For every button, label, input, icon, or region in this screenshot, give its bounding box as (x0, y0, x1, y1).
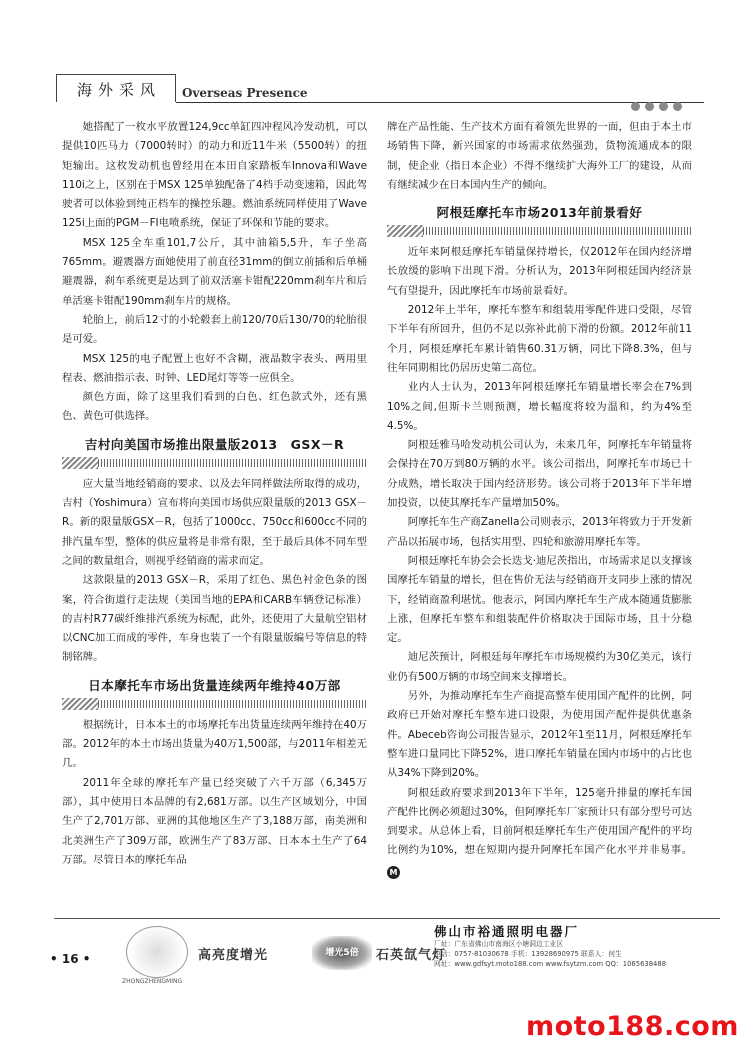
paragraph: 应大量当地经销商的要求、以及去年同样做法所取得的成功，吉村（Yoshimura）宣布将向美国市场供应限量版的2013 GSX－R。新的限量版GSX－R，包括了1000cc、750cc和600cc不同的排汽量车型，整体的供应量将是非常有限，至于最后具体不同车型之间的数量组合，则视乎经销商的需求而定。 (62, 477, 367, 567)
logo-caption: ZHONGZHENGMING (122, 978, 183, 985)
paragraph: 另外，为推动摩托车生产商提高整车使用国产配件的比例，阿政府已开始对摩托车整车进口设限，为使用国产配件提供优惠条件。Abeceb咨询公司报告显示，2012年1至11月，阿根廷摩托车整车进口量同比下降52%，进口摩托车销量在国内市场中的占比也从34%下降到20%。 (387, 690, 692, 780)
paragraph: 颜色方面，除了这里我们看到的白色、红色款式外，还有黑色、黄色可供选择。 (62, 391, 367, 423)
header-rule (176, 102, 704, 103)
footer-advert (30, 918, 720, 988)
footer-rule (54, 918, 720, 919)
paragraph: 她搭配了一枚水平放置124,9cc单缸四冲程风冷发动机，可以提供10匹马力（7000转时）的动力和近11牛米（5500转）的扭矩输出。这枚发动机也曾经用在本田自家踏板车Innova和Wave 110i之上，区别在于MSX 125单独配备了4档手动变速箱，因此驾驶者可以体验到纯正档车的操控乐趣。燃油系统同样使用了Wave 125i上面的PGM－FI电喷系统，保证了环保和节能的要求。 (62, 121, 367, 230)
paragraph: 阿摩托车生产商Zanella公司则表示，2013年将致力于开发新产品以拓展市场，包括实用型、四轮和旅游用摩托车等。 (387, 516, 692, 548)
page-number: • 16 • (50, 952, 91, 966)
ad-badge: 增光5倍 (312, 936, 372, 970)
heading-text: 阿根廷摩托车市场2013年前景看好 (436, 205, 643, 221)
site-watermark: moto188.com (526, 1011, 739, 1042)
company-logo-icon (126, 926, 188, 978)
section-heading (387, 203, 692, 237)
section-heading (62, 676, 367, 710)
heading-text: 吉村向美国市场推出限量版2013 GSX－R (84, 436, 345, 452)
paragraph: 阿根廷摩托车协会会长迭戈·迪尼茨指出，市场需求足以支撑该国摩托车销量的增长，但在售价无法与经销商开支同步上涨的情况下，经销商盈利堪忧。他表示，阿国内摩托车生产成本随通货膨胀上涨，但摩托车整车和组装配件价格取决于国际市场，且十分稳定。 (387, 554, 692, 645)
header-dots (626, 96, 682, 108)
paragraph: 迪尼茨预计，阿根廷每年摩托车市场规模约为30亿美元，该行业仍有500万辆的市场空间来支撑增长。 (387, 651, 692, 683)
paragraph: 根据统计，日本本土的市场摩托车出货量连续两年维持在40万部。2012年的本土市场出货量为40万1,500部，与2011年相差无几。 (62, 718, 367, 770)
paragraph-text: 阿根廷政府要求到2013年下半年，125毫升排量的摩托车国产配件比例必须超过30%，但阿摩托车厂家预计只有部分型号可达到要求。从总体上看，目前阿根廷摩托车生产使用国产配件的平均比例约为10%，想在短期内提升阿摩托车国产化水平并非易事。 (387, 786, 692, 857)
heading-rule (62, 459, 367, 467)
heading-rule (387, 227, 692, 235)
section-title-en: Overseas Presence (182, 86, 308, 100)
paragraph: 轮胎上，前后12寸的小轮毂套上前120/70后130/70的轮胎很是可爱。 (62, 313, 367, 346)
paragraph: MSX 125全车重101,7公斤，其中油箱5,5升，车子坐高765mm。避震器方面她使用了前直径31mm的倒立前插和后单桶避震器，刹车系统更是达到了前双活塞卡钳配220mm刹车片和后单活塞卡钳配190mm刹车片的规格。 (62, 236, 367, 307)
paragraph: 2012年上半年，摩托车整车和组装用零配件进口受限，尽管下半年有所回升，但仍不足以弥补此前下滑的份额。2012年前11个月，阿根廷摩托车累计销售60.31万辆，同比下降8.3%，但与往年同期相比仍居历史第二高位。 (387, 304, 692, 374)
heading-rule (62, 700, 367, 708)
company-address: 厂址：广东省佛山市南海区小塘洞边工业区 (434, 940, 564, 948)
paragraph: 业内人士认为，2013年阿根廷摩托车销量增长率会在7%到10%之间,但斯卡兰则预测，增长幅度将较为温和，约为4%至4.5%。 (387, 381, 692, 432)
company-website: 网址：www.gdfsyt.moto188.com www.fsytzm.com QQ：1065638488 (434, 960, 667, 968)
end-mark-icon: M (387, 866, 400, 879)
paragraph: MSX 125的电子配置上也好不含糊，液晶数字表头、两用里程表、燃油指示表、时钟、LED尾灯等等一应俱全。 (62, 352, 367, 384)
right-column (387, 118, 692, 880)
company-phone: 电话：0757-81030678 手机：13928690975 联系人：何生 (434, 950, 622, 958)
heading-text: 日本摩托车市场出货量连续两年维持40万部 (88, 677, 341, 693)
left-column (62, 118, 367, 870)
ad-slogan: 石英氙气灯 (376, 948, 447, 963)
paragraph: 牌在产品性能、生产技术方面有着领先世界的一面，但由于本土市场销售下降，新兴国家的市场需求依然强劲，货物流通成本的限制，使企业（指日本企业）不得不继续扩大海外工厂的建设，从而有继续减少在日本国内生产的倾向。 (387, 121, 692, 191)
page-header (56, 74, 704, 104)
paragraph: 阿根廷雅马哈发动机公司认为，未来几年，阿摩托车年销量将会保持在70万到80万辆的水平。该公司指出，阿摩托车市场已十分成熟，增长取决于国内经济形势。该公司将于2013年下半年增加投资，以使其摩托车产量增加50%。 (387, 439, 692, 510)
paragraph: 近年来阿根廷摩托车销量保持增长，仅2012年在国内经济增长放缓的影响下出现下滑。分析认为，2013年阿根廷国内经济景气有望提升，因此摩托车市场前景看好。 (387, 246, 692, 297)
section-title-cn: 海外采风 (77, 81, 162, 99)
paragraph: 这款限量的2013 GSX－R，采用了红色、黑色衬金色条的图案，符合街道行走法规（美国当地的EPA和CARB车辆登记标准）的吉村R77碳纤维排汽系统为标配，此外，还使用了大量航空铝材以CNC加工而成的零件，车身也装了一个有限量版编号等信息的特制铭牌。 (62, 574, 367, 664)
section-label-box (56, 74, 176, 102)
paragraph (387, 784, 692, 880)
section-heading (62, 435, 367, 469)
paragraph: 2011年全球的摩托车产量已经突破了六千万部（6,345万部），其中使用日本品牌的有2,681万部。以生产区域划分，中国生产了2,701万部、亚洲的其他地区生产了3,188万部，南美洲和北美洲生产了309万部，欧洲生产了83万部、日本本土生产了64万部。尽管日本的摩托车品 (62, 776, 367, 866)
company-name: 佛山市裕通照明电器厂 (434, 924, 580, 939)
ad-slogan: 高亮度增光 (198, 948, 269, 963)
